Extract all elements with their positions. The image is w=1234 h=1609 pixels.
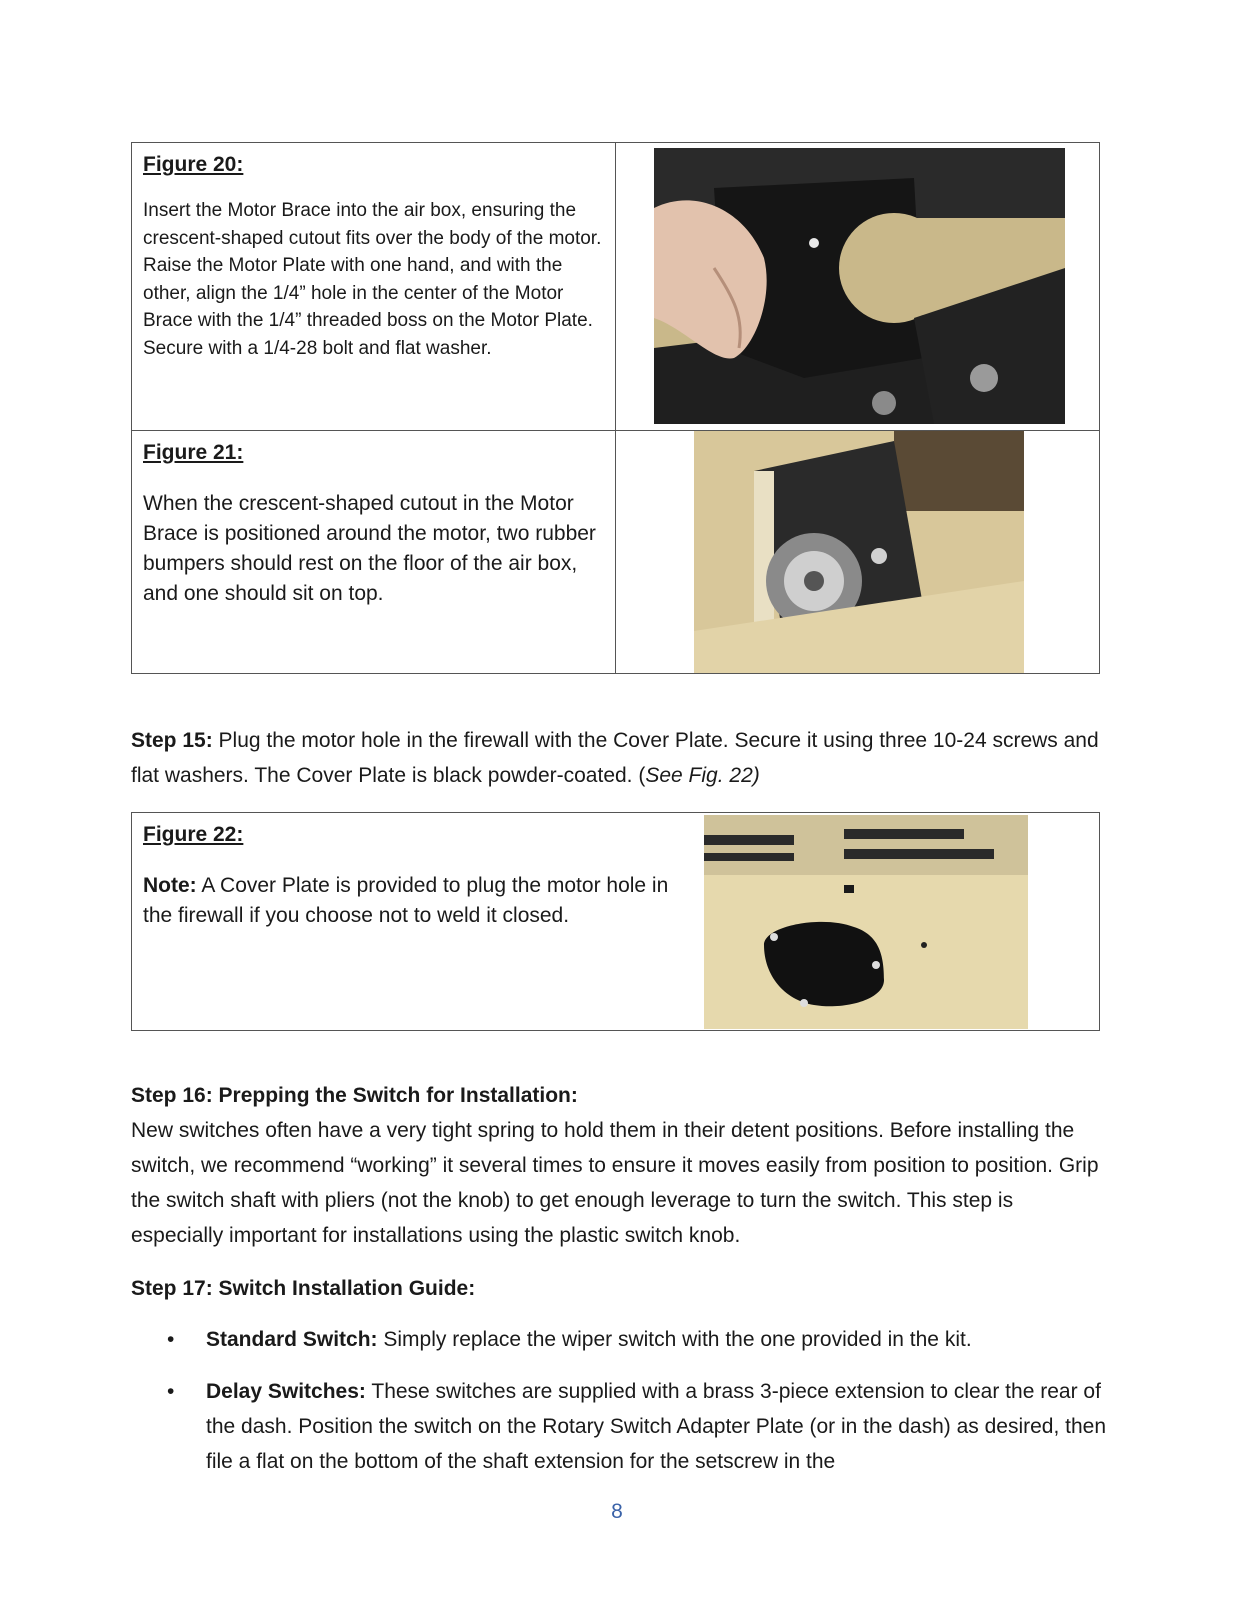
figure-20-row [132, 143, 1099, 430]
bullet-glyph: • [167, 1380, 175, 1403]
figure-20-label: Figure 20: [143, 153, 244, 176]
figure-20-caption: Insert the Motor Brace into the air box, ensuring the crescent-shaped cutout fits over the body of the motor. Raise the Motor Plate with one hand, and with the other, align the 1/4” hole in the center of the Motor Brace with the 1/4” threaded boss on the Motor Plate. Secure with a 1/4-28 bolt and flat washer. [143, 200, 602, 359]
page-number: 8 [611, 1500, 623, 1523]
step-15-figure-reference: See Fig. 22) [645, 764, 760, 787]
step-16-body: New switches often have a very tight spring to hold them in their detent positions. Before installing the switch, we recommend “working” it several times to ensure it moves easily from position to position. Grip the switch shaft with pliers (not the knob) to get enough leverage to turn the switch. This step is especially important for installations using the plastic switch knob. [131, 1119, 1099, 1247]
step-16-heading: Step 16: Prepping the Switch for Installation: [131, 1084, 578, 1107]
figure-21-caption: When the crescent-shaped cutout in the Motor Brace is positioned around the motor, two rubber bumpers should rest on the floor of the air box, and one should sit on top. [143, 492, 596, 605]
figure-22-text-cell [132, 813, 692, 1030]
delay-switches-text: These switches are supplied with a brass 3-piece extension to clear the rear of the dash. Position the switch on the Rotary Switch Adapter Plate (or in the dash) as desired, then file a flat on the bottom of the shaft extension for the setscrew in the [206, 1380, 1107, 1473]
figure-22-label: Figure 22: [143, 823, 244, 846]
figure-22-note-label: Note: [143, 874, 197, 897]
step-15-label: Step 15: [131, 729, 213, 752]
step-15-text: Plug the motor hole in the firewall with the Cover Plate. Secure it using three 10-24 screws and flat washers. The Cover Plate is black powder-coated. ( [131, 729, 1099, 787]
figure-21-photo [694, 431, 1024, 673]
figure-table-22 [131, 812, 1100, 1031]
figure-table-20-21 [131, 142, 1100, 674]
delay-switches-label: Delay Switches: [206, 1380, 366, 1403]
figure-21-text-cell [132, 431, 616, 673]
figure-21-image-cell [616, 431, 1099, 673]
figure-22-row [132, 813, 1099, 1030]
figure-20-image-cell [616, 143, 1099, 430]
figure-22-note-text: A Cover Plate is provided to plug the motor hole in the firewall if you choose not to weld it closed. [143, 874, 669, 927]
figure-22-image-cell [692, 813, 1099, 1030]
standard-switch-label: Standard Switch: [206, 1328, 378, 1351]
step-17-heading: Step 17: Switch Installation Guide: [131, 1277, 476, 1300]
standard-switch-text: Simply replace the wiper switch with the one provided in the kit. [377, 1328, 972, 1351]
bullet-glyph: • [167, 1328, 175, 1351]
figure-20-text-cell [132, 143, 616, 430]
list-item-delay-switches [167, 1374, 1107, 1479]
step-15-paragraph [131, 723, 1101, 793]
figure-22-photo [704, 815, 1028, 1029]
figure-21-label: Figure 21: [143, 441, 244, 464]
figure-22-note [143, 871, 682, 931]
figure-21-row [132, 430, 1099, 673]
figure-20-photo [654, 148, 1065, 424]
list-item-standard-switch [167, 1322, 1106, 1357]
